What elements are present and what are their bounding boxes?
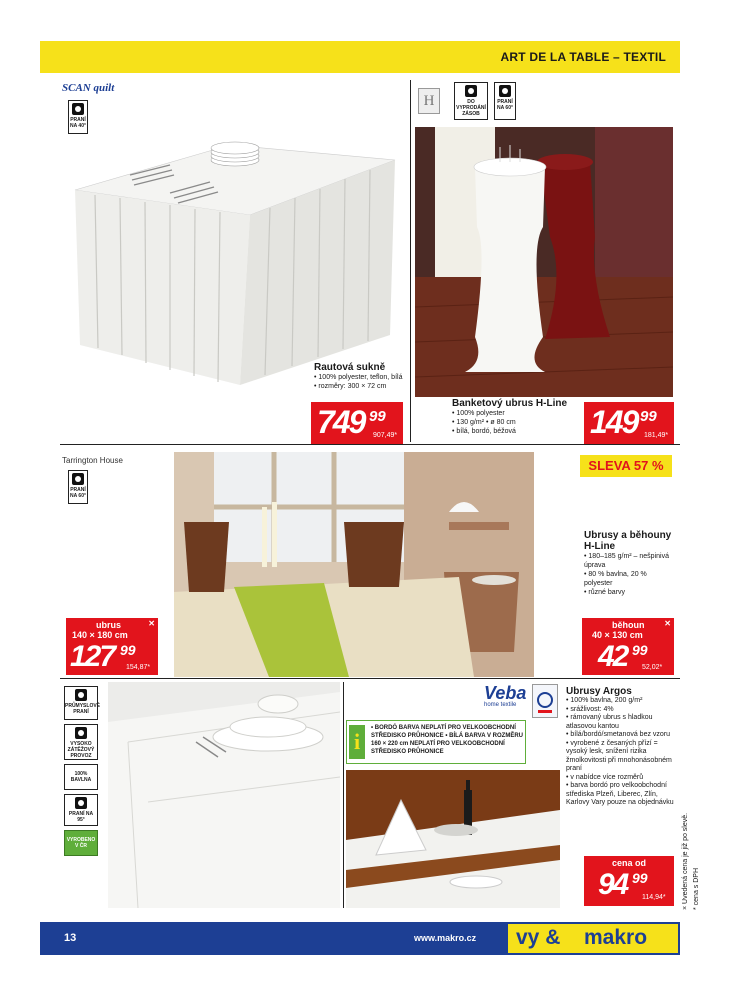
ubrus-size: 140 × 180 cm — [72, 630, 128, 640]
banketovy-price-tag — [584, 402, 674, 444]
badge-prani-95: PRANÍ NA 95° — [64, 794, 98, 826]
bullet: • 180–185 g/m² – nešpinivá úprava — [584, 552, 676, 570]
website-link[interactable]: www.makro.cz — [414, 933, 477, 943]
price-decimal: 99 — [369, 408, 386, 425]
price-integer: 149 — [590, 404, 638, 440]
badge-vyrobeno-v-cr: VYROBENO V ČR — [64, 830, 98, 856]
makro-logo — [508, 924, 678, 953]
price-integer: 749 — [317, 404, 365, 440]
banketovy-ubrus-photo — [415, 127, 673, 397]
product-title: Ubrusy Argos — [566, 686, 632, 697]
rautova-price-tag — [311, 402, 403, 444]
price-decimal: 99 — [632, 870, 648, 886]
ubrus-label: ubrus — [96, 620, 122, 630]
badge-prani-60: PRANÍ NA 60° — [494, 82, 516, 120]
product-title: Rautová sukně — [314, 362, 386, 373]
badge-prani-40: PRANÍ NA 40° — [68, 100, 88, 134]
close-icon: ✕ — [664, 619, 671, 628]
section-title: ART DE LA TABLE – TEXTIL — [500, 50, 666, 64]
bullet: • barva bordó pro velkoobchodní střediska Plzeň, Liberec, Zlín, Karlovy Vary pouze na objednávku — [566, 782, 674, 808]
product-bullets — [314, 373, 410, 391]
bullet: • 100% polyester, teflon, bílá — [314, 373, 410, 382]
footer-bar — [40, 922, 680, 955]
divider-horizontal — [60, 444, 680, 445]
divider-vertical — [343, 682, 344, 908]
info-icon: i — [349, 725, 365, 759]
bullet: • 80 % bavlna, 20 % polyester — [584, 570, 676, 588]
argos-price-tag — [584, 856, 674, 906]
info-text: • BORDÓ BARVA NEPLATÍ PRO VELKOOBCHODNÍ STŘEDISKO PRŮHONICE • BÍLÁ BARVA V ROZMĚRU 160 × 220 cm NEPLATÍ PRO VELKOOBCHODNÍ STŘEDISKO PRŮHONICE — [371, 725, 523, 755]
behoun-price-tag — [582, 618, 674, 675]
price-decimal: 99 — [120, 642, 136, 658]
price-decimal: 99 — [640, 408, 657, 425]
argos-restaurant-photo — [346, 770, 560, 908]
ubrus-price-tag — [66, 618, 158, 675]
bullet: • srážlivost: 4% — [566, 706, 674, 715]
price-integer: 94 — [598, 868, 628, 901]
info-box — [346, 720, 526, 764]
price-integer: 42 — [598, 640, 628, 673]
price-before-vat: 52,02* — [642, 664, 663, 671]
badge-bavlna: 100% BAVLNA — [64, 764, 98, 790]
header-bar — [40, 41, 680, 73]
product-bullets — [452, 409, 582, 436]
behoun-size: 40 × 130 cm — [592, 630, 643, 640]
behoun-label: běhoun — [612, 620, 645, 630]
side-note: × Uvedená cena je již po slevě. — [682, 812, 689, 910]
bullet: • vyrobené z česaných přízí = vysoký lesk, snížení rizika žmolkovitosti při mnohonásobném praní — [566, 740, 674, 774]
badge-do-vyprodani: DO VYPRODÁNÍ ZÁSOB — [454, 82, 488, 120]
bullet: • 100% bavlna, 200 g/m² — [566, 697, 674, 706]
page-number: 13 — [64, 932, 77, 944]
rautova-info — [314, 362, 410, 391]
rautova-sukne-photo — [60, 120, 410, 390]
close-icon: ✕ — [148, 619, 155, 628]
badge-prumyslove-prani: PRŮMYSLOVÉ PRANÍ — [64, 686, 98, 720]
divider-vertical — [410, 80, 411, 442]
price-before-vat: 114,94* — [642, 894, 666, 901]
badge-prani-60: PRANÍ NA 60° — [68, 470, 88, 504]
price-before-vat: 154,87* — [126, 664, 151, 671]
product-title: Banketový ubrus H-Line — [452, 398, 568, 409]
bullet: • 100% polyester — [452, 409, 582, 418]
price-before-vat: 907,49* — [373, 432, 398, 439]
price-integer: 127 — [70, 640, 115, 673]
logo-makro: makro — [584, 926, 648, 949]
ubrusy-hline-info — [584, 530, 676, 597]
bullet: • 130 g/m² • ø 80 cm — [452, 418, 582, 427]
cena-od-label: cena od — [612, 858, 647, 868]
product-bullets — [566, 697, 674, 808]
banketovy-info — [452, 398, 582, 436]
logo-vy: vy & — [516, 926, 561, 949]
brand-veba: Veba home textile — [484, 683, 527, 708]
product-title: Ubrusy a běhouny H-Line — [584, 530, 672, 552]
bullet: • rámovaný ubrus s hladkou atlasovou kantou — [566, 714, 674, 731]
divider-horizontal — [60, 678, 680, 679]
brand-tarrington: Tarrington House — [62, 456, 123, 465]
hotel-logo: H — [418, 88, 440, 114]
product-bullets — [584, 552, 676, 597]
argos-info — [566, 686, 674, 808]
bullet: • v nabídce více rozměrů — [566, 774, 674, 783]
sleva-badge: SLEVA 57 % — [580, 455, 672, 477]
certificate-icon — [532, 684, 558, 718]
price-before-vat: 181,49* — [644, 432, 669, 439]
badge-vysoko-zatezovy: VYSOKO ZÁTĚŽOVÝ PROVOZ — [64, 724, 98, 760]
argos-tablecloth-photo — [108, 682, 340, 908]
bullet: • rozměry: 300 × 72 cm — [314, 382, 410, 391]
ubrusy-hline-photo — [174, 452, 534, 677]
side-note-vat: * cena s DPH — [693, 867, 700, 910]
bullet: • různé barvy — [584, 588, 676, 597]
bullet: • bílá, bordó, béžová — [452, 427, 582, 436]
brand-scanquilt: SCAN quilt — [62, 82, 115, 94]
bullet: • bílá/bordó/smetanová bez vzoru — [566, 731, 674, 740]
price-decimal: 99 — [632, 642, 648, 658]
